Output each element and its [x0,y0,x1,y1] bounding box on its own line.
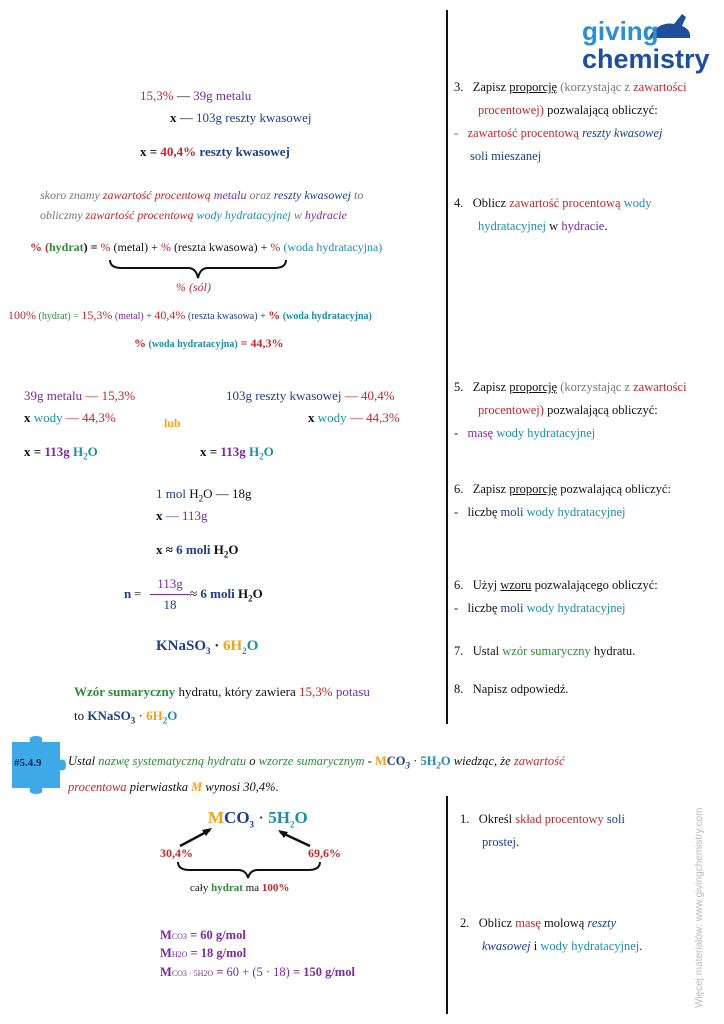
n-denominator: 18 [163,597,177,612]
equation-water-result: % (woda hydratacyjna) = 44,3% [134,336,284,350]
prop2a-line1: 39g metalu — 15,3% [24,388,136,403]
step-7: 7. Ustal wzór sumaryczny hydratu. [454,644,636,658]
n-symbol: n [124,586,132,601]
step-3: 3. Zapisz proporcję (korzystając z zawartości procentowej) pozwalającą obliczyć: - zawartość procentową reszty kwasowej soli mieszanej [454,80,687,163]
molar-mass-co3: MCO3 = 60 g/mol [160,928,246,942]
note-line2: obliczmy zawartość procentową wody hydratacyjnej w hydracie [40,208,347,222]
hydrate-formula: KNaSO$_3$ · $6H_2O$ [156,638,259,656]
n-result: ≈ 6 moli $H_2O$ [190,586,263,604]
prop3-line2: x — 113g [156,508,208,523]
prop2a-line2: x wody — 44,3% [24,410,116,425]
prop2b-line1: 103g reszty kwasowej — 40,4% [226,388,395,403]
step-5: 5. Zapisz proporcję (korzystając z zawartości procentowej) pozwalającą obliczyć: - masę wody hydratacyjnej [454,380,687,440]
step-6b: 6. Użyj wzoru pozwalającego obliczyć: - liczbę moli wody hydratacyjnej [454,578,658,615]
logo-line1: giving [582,16,659,46]
prop3-line1: 1 mol $H_2O$ — 18g [156,486,252,504]
pct-right: 69,6% [308,846,341,860]
divider-top [446,10,448,724]
task-badge: #5.4.9 [14,757,42,769]
task-line2: procentowa pierwiastka M wynosi 30,4%. [68,780,279,794]
pct-left: 30,4% [160,846,193,860]
fraction-bar [150,594,190,595]
prop2b-result: x = 113g $H_2O$ [200,444,274,462]
step-bottom-2: 2. Oblicz masę molową reszty kwasowej i wody hydratacyjnej. [460,916,643,953]
prop1-line2: x — 103g reszty kwasowej [170,110,312,125]
lub-label: lub [164,416,181,430]
task-line1: Ustal nazwę systematyczną hydratu o wzorze sumarycznym - $MCO_3 \cdot 5H_2O$ wiedząc, że zawartość [68,754,565,771]
watermark: Więcej materiałów: www.givingchemistry.com [694,807,705,1008]
molar-mass-hydrate: MCO3 · 5H2O = 60 + (5 · 18) = 150 g/mol [160,965,355,979]
divider-bottom [446,796,448,1014]
answer-line2: to KNaSO$_3$ · $6H_2O$ [74,708,178,726]
equation-percent-hydrate: % (hydrat) = % (metal) + % (reszta kwasowa) + % (woda hydratacyjna) [30,240,383,254]
whole-hydrate: cały hydrat ma 100% [190,882,290,894]
answer-line1: Wzór sumaryczny hydratu, który zawiera 15,3% potasu [74,684,370,699]
n-equals: = [134,586,142,601]
n-numerator: 113g [157,576,183,591]
note-line1: skoro znamy zawartość procentową metalu oraz reszty kwasowej to [40,188,364,202]
brace-label: % (sól) [176,280,211,294]
equation-100-percent: 100% (hydrat) = 15,3% (metal) + 40,4% (reszta kwasowa) + % (woda hydratacyjna) [8,308,372,322]
prop2b-line2: x wody — 44,3% [308,410,400,425]
step-8: 8. Napisz odpowiedź. [454,682,569,696]
prop1-result: x = 40,4% reszty kwasowej [140,144,290,159]
prop1-line1: 15,3% — 39g metalu [140,88,252,103]
step-4: 4. Oblicz zawartość procentową wody hydratacyjnej w hydracie. [454,196,652,233]
molar-mass-h2o: MH2O = 18 g/mol [160,946,247,960]
salt-formula: $MCO_3 \cdot 5H_2O$ [208,808,308,830]
prop2a-result: x = 113g $H_2O$ [24,444,98,462]
brace-salt [108,258,288,280]
logo-line2: chemistry [582,44,710,74]
prop3-result: x ≈ 6 moli $H_2O$ [156,542,239,560]
step-6: 6. Zapisz proporcję pozwalającą obliczyć: - liczbę moli wody hydratacyjnej [454,482,671,519]
step-bottom-1: 1. Określ skład procentowy soli prostej. [460,812,625,849]
